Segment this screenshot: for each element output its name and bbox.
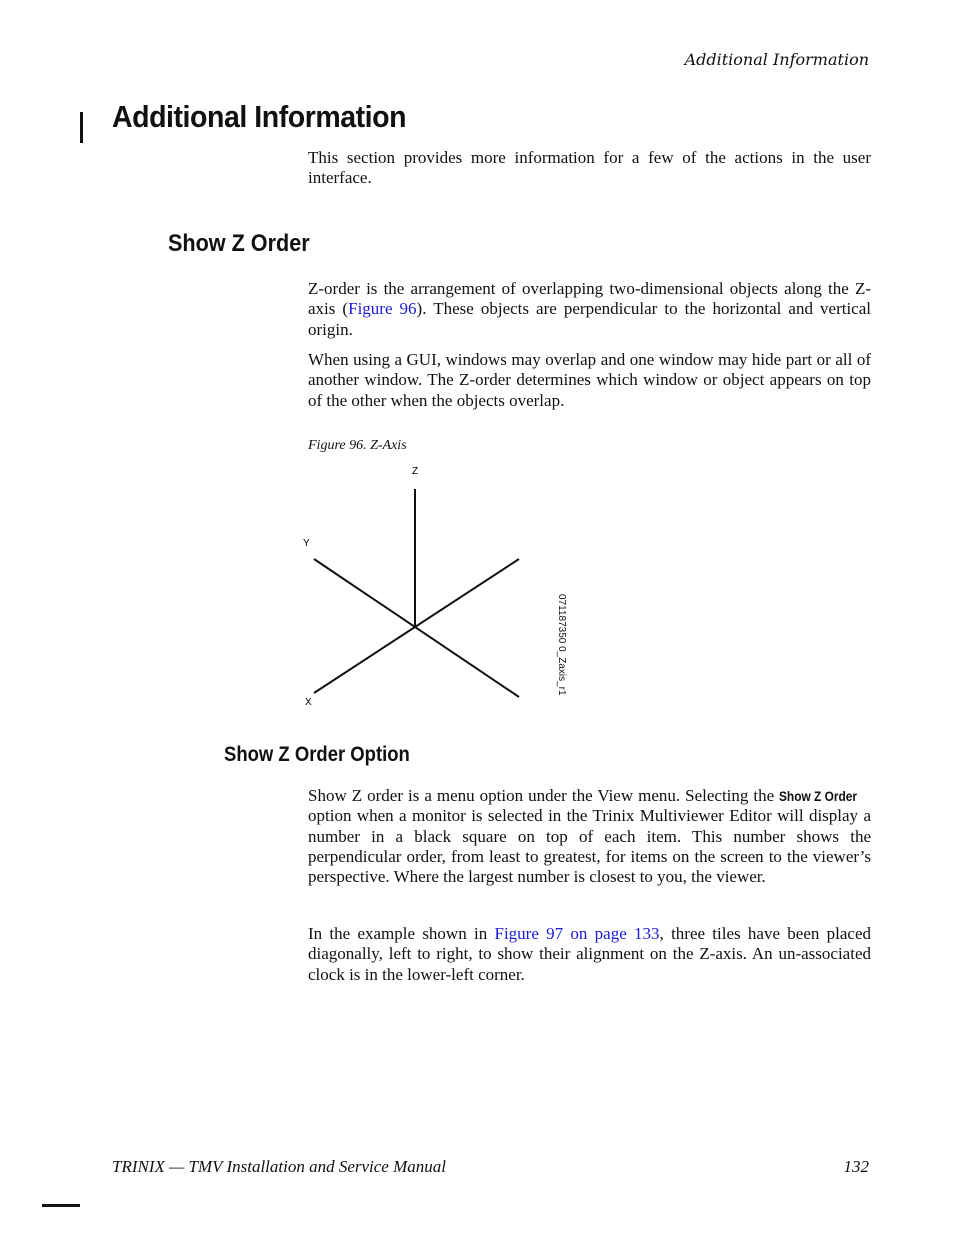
- show-z-order-option-heading: Show Z Order Option: [224, 743, 410, 766]
- figure-id: 071187350 0_Zaxis_r1: [556, 594, 567, 696]
- figure-97-link[interactable]: Figure 97 on page 133: [494, 924, 660, 943]
- text-run: In the example shown in: [308, 924, 495, 943]
- figure-96-link[interactable]: Figure 96: [348, 299, 417, 319]
- text-run: , three tiles have been placed diagonally, left to right, to show their alignment on the Z-axis. An un-associated clock is in the lower-left corner.: [308, 924, 871, 984]
- y-axis-label: Y: [303, 538, 310, 549]
- option-paragraph-1: [308, 786, 871, 887]
- running-head: Additional Information: [684, 50, 869, 69]
- option-paragraph-2: [308, 924, 871, 985]
- page-number: 132: [843, 1157, 869, 1176]
- figure-caption: Figure 96. Z-Axis: [308, 438, 407, 453]
- z-order-paragraph-2: When using a GUI, windows may overlap and one window may hide part or all of another window. The Z-order determines which window or object appears on top of the other when the objects overlap.: [308, 350, 871, 410]
- text-run: option when a monitor is selected in the Trinix Multiviewer Editor will display a number in a black square on top of each item. This number shows the perpendicular order, from least to greatest, for items on the screen to the viewer’s perspective. Where the largest number is closest to you, the viewer.: [308, 806, 871, 887]
- change-bar: [80, 112, 83, 143]
- ui-label-show-z-order: Show Z Order: [779, 788, 858, 804]
- footer-rule: [42, 1204, 80, 1207]
- section-intro: This section provides more information for a few of the actions in the user interface.: [308, 148, 871, 188]
- footer-title: TRINIX — TMV Installation and Service Manual: [112, 1157, 446, 1176]
- show-z-order-heading: Show Z Order: [168, 230, 310, 257]
- z-order-paragraph-1: [308, 279, 871, 340]
- text-run: Z-order is the arrangement of overlapping two-dimensional objects along the Z-axis (: [308, 279, 871, 319]
- x-axis-label: X: [305, 697, 312, 708]
- text-run: Show Z order is a menu option under the View menu. Selecting the: [308, 786, 780, 805]
- z-axis-label: Z: [412, 466, 419, 477]
- section-title: Additional Information: [112, 99, 407, 134]
- z-axis-figure: [295, 460, 585, 710]
- text-run: ). These objects are perpendicular to the horizontal and vertical origin.: [308, 299, 871, 339]
